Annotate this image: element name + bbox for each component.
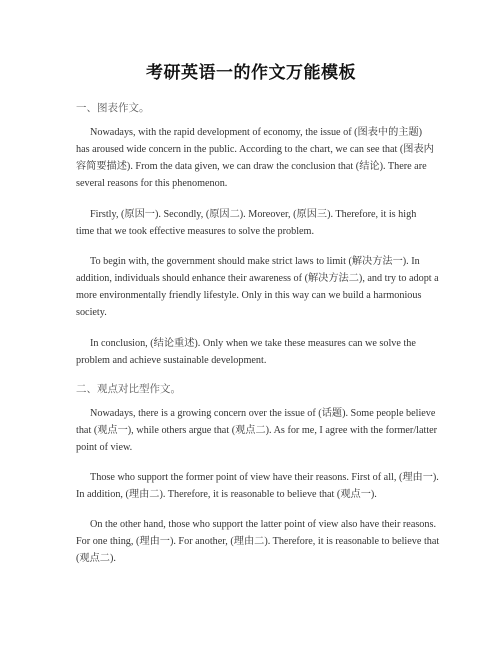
text-line: several reasons for this phenomenon.: [76, 178, 228, 189]
text-line: In addition, (理由二). Therefore, it is reasonable to believe that (观点一).: [76, 489, 377, 500]
text-line: Firstly, (原因一). Secondly, (原因二). Moreover, (原因三). Therefore, it is high: [90, 209, 417, 220]
section-heading-chart-essay: 一、图表作文。: [76, 102, 150, 114]
paragraph: [76, 124, 436, 192]
section-heading-opinion-essay: 二、观点对比型作文。: [76, 383, 181, 395]
text-line: To begin with, the government should make strict laws to limit (解决方法一). In: [90, 256, 420, 267]
text-line: (观点二).: [76, 553, 116, 564]
text-line: On the other hand, those who support the latter point of view also have their reasons.: [90, 519, 437, 530]
paragraph: [76, 405, 436, 456]
text-line: more environmentally friendly lifestyle. Only in this way can we build a harmonious: [76, 290, 422, 301]
text-line: has aroused wide concern in the public. According to the chart, we can see that (图表内: [76, 144, 434, 155]
text-line: Those who support the former point of view have their reasons. First of all, (理由一).: [90, 472, 439, 483]
text-line: addition, individuals should enhance their awareness of (解决方法二), and try to adopt a: [76, 273, 439, 284]
text-line: 容简要描述). From the data given, we can draw the conclusion that (结论). There are: [76, 161, 427, 172]
text-line: problem and achieve sustainable development.: [76, 355, 267, 366]
paragraph: [76, 516, 440, 567]
text-line: For one thing, (理由一). For another, (理由二). Therefore, it is reasonable to believe that: [76, 536, 440, 547]
paragraph: [76, 253, 439, 321]
text-line: In conclusion, (结论重述). Only when we take these measures can we solve the: [90, 338, 416, 349]
paragraph: [76, 206, 436, 240]
text-line: that (观点一), while others argue that (观点二). As for me, I agree with the former/latter: [76, 425, 438, 436]
text-line: point of view.: [76, 442, 133, 453]
document-title: 考研英语一的作文万能模板: [146, 63, 356, 83]
text-line: society.: [76, 307, 107, 318]
text-line: Nowadays, with the rapid development of economy, the issue of (图表中的主题): [90, 127, 423, 138]
text-line: time that we took effective measures to solve the problem.: [76, 226, 315, 237]
paragraph: [76, 469, 439, 503]
text-line: Nowadays, there is a growing concern over the issue of (话题). Some people believe: [90, 408, 436, 419]
paragraph: [76, 335, 436, 369]
